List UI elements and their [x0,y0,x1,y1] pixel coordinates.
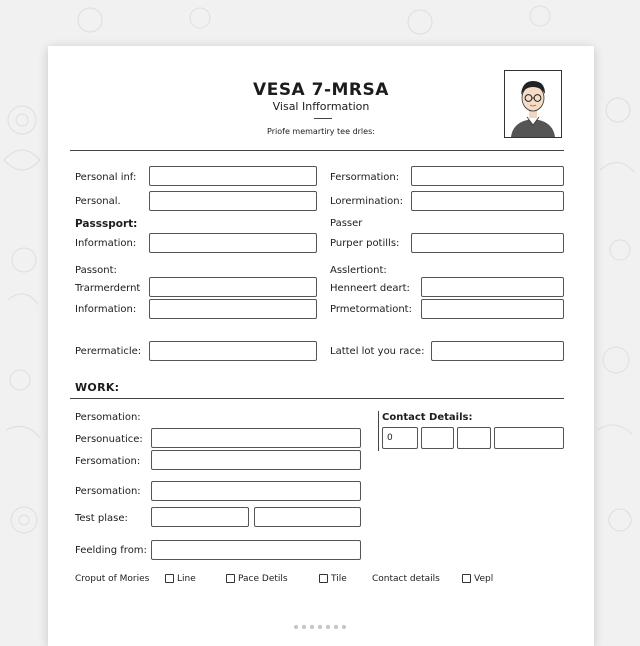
lattel-lot-label: Lattel lot you race: [330,346,425,357]
purper-potills-field[interactable] [411,233,564,253]
trarmerdernt-label: Trarmerdernt [75,283,141,294]
page-dot[interactable] [326,625,330,629]
henneert-deart-field[interactable] [421,277,564,297]
fersomation-field[interactable] [151,450,361,470]
prmetormationt-field[interactable] [421,299,564,319]
personal-info-field[interactable] [149,166,317,186]
purper-potills-label: Purper potills: [330,238,400,249]
contact-digit-field-3[interactable] [457,427,491,449]
lorermination-field[interactable] [411,191,564,211]
page-dot[interactable] [310,625,314,629]
page-dot[interactable] [334,625,338,629]
contact-value: 0 [387,433,393,443]
prmetormationt-label: Prmetormationt: [330,304,412,315]
personal-info-label: Personal inf: [75,172,137,183]
personal-label: Personal. [75,196,121,207]
perermaticle-label: Perermaticle: [75,346,142,357]
passport-heading: Passsport: [75,218,138,230]
visa-form-sheet [48,46,594,646]
information-label: Information: [75,238,137,249]
contact-details-option-label: Contact details [372,574,440,584]
perermaticle-field[interactable] [149,341,317,361]
form-note: Priofe memartiry tee drles: [267,127,375,136]
title-divider [314,118,332,119]
form-title: VESA 7-MRSA [253,80,389,100]
test-plase-label: Test plase: [75,513,128,524]
fersomation-label: Fersomation: [75,456,141,467]
feelding-from-field[interactable] [151,540,361,560]
contact-digit-field-1[interactable] [382,427,418,449]
fersormation-label: Fersormation: [330,172,400,183]
lorermination-label: Lorermination: [330,196,404,207]
personuatice-field[interactable] [151,428,361,448]
personuatice-label: Personuatice: [75,434,143,445]
information-2-label: Information: [75,304,137,315]
test-plase-field-b[interactable] [254,507,361,527]
pace-detils-checkbox[interactable] [226,574,235,583]
tile-checkbox[interactable] [319,574,328,583]
page-indicator [294,625,346,629]
passont-label: Passont: [75,265,117,276]
contact-digit-field-4[interactable] [494,427,564,449]
line-checkbox[interactable] [165,574,174,583]
asslertiont-label: Asslertiont: [330,265,387,276]
work-persomation-2-label: Persomation: [75,486,141,497]
page-dot[interactable] [342,625,346,629]
vepl-option-label: Vepl [474,574,494,584]
information-2-field[interactable] [149,299,317,319]
information-field[interactable] [149,233,317,253]
contact-digit-field-2[interactable] [421,427,454,449]
work-heading: WORK: [75,381,120,394]
henneert-deart-label: Henneert deart: [330,283,410,294]
work-persomation-label: Persomation: [75,412,141,423]
pace-detils-option-label: Pace Detils [238,574,288,584]
header-divider [70,150,564,151]
fersormation-field[interactable] [411,166,564,186]
contact-left-bracket [378,411,379,451]
tile-option-label: Tile [331,574,347,584]
trarmerdernt-field[interactable] [149,277,317,297]
lattel-lot-field[interactable] [431,341,564,361]
croput-label: Croput of Mories [75,574,150,584]
form-subtitle: Visal Infformation [272,100,370,113]
personal-field[interactable] [149,191,317,211]
work-persomation-2-field[interactable] [151,481,361,501]
page-dot[interactable] [294,625,298,629]
work-divider [70,398,564,399]
passer-label: Passer [330,218,363,229]
vepl-checkbox[interactable] [462,574,471,583]
page-dot[interactable] [302,625,306,629]
applicant-photo [504,70,562,138]
person-portrait-icon [505,71,561,137]
contact-details-heading: Contact Details: [382,412,473,423]
feelding-from-label: Feelding from: [75,545,147,556]
page-dot[interactable] [318,625,322,629]
test-plase-field-a[interactable] [151,507,249,527]
line-option-label: Line [177,574,196,584]
